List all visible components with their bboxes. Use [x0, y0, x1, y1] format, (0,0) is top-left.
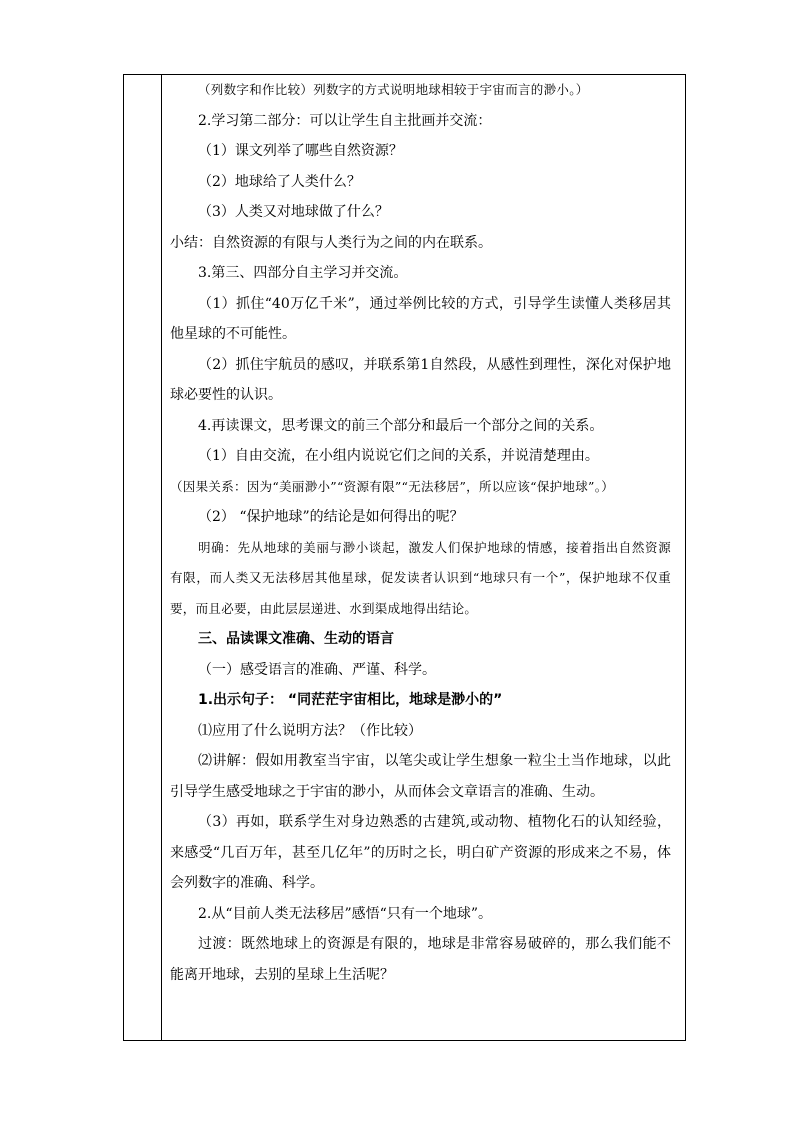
- section-3-heading: 三、品读课文准确、生动的语言: [198, 631, 394, 647]
- analysis-2: ⑵讲解：假如用教室当宇宙，以笔尖或让学生想象一粒尘土当作地球，以此引导学生感受地球之于宇宙的渺小，从而体会文章语言的准确、生动。: [170, 753, 671, 800]
- step-2-heading: 2.学习第二部分：可以让学生自主批画并交流：: [198, 112, 492, 129]
- analysis-1: ⑴应用了什么说明方法？（作比较）: [198, 722, 422, 739]
- step-4-item-2: （2） “保护地球”的结论是如何得出的呢？: [198, 509, 464, 525]
- question-1: （1）课文列举了哪些自然资源？: [198, 143, 403, 159]
- table-content-cell: [162, 75, 685, 1040]
- note-clarify: 明确：先从地球的美丽与渺小谈起，激发人们保护地球的情感，接着指出自然资源有限，而人类又无法移居其他星球，促发读者认识到“地球只有一个”，保护地球不仅重要，而且必要，由此层层递进、水到渠成地得出结论。: [170, 539, 671, 616]
- question-2: （2）地球给了人类什么？: [198, 173, 361, 190]
- note-causal: （因果关系：因为“美丽渺小”“资源有限”“无法移居”，所以应该“保护地球”。）: [170, 478, 615, 494]
- summary: 小结：自然资源的有限与人类行为之间的内在联系。: [170, 234, 492, 251]
- step-3-heading: 3.第三、四部分自主学习并交流。: [198, 265, 408, 281]
- lesson-table: [123, 74, 686, 1041]
- note-comparison: （列数字和作比较）列数字的方式说明地球相较于宇宙而言的渺小。）: [198, 82, 589, 97]
- transition: 过渡：既然地球上的资源是有限的，地球是非常容易破碎的，那么我们能不能离开地球，去别的星球上生活呢？: [170, 936, 671, 983]
- question-3: （3）人类又对地球做了什么？: [198, 204, 389, 220]
- step-4-item-1: （1）自由交流，在小组内说说它们之间的关系，并说清楚理由。: [198, 448, 599, 464]
- table-left-column: [124, 75, 162, 1040]
- subsection-1-heading: （一）感受语言的准确、严谨、科学。: [198, 661, 436, 678]
- step-2-perception: 2.从“目前人类无法移居”感悟“只有一个地球”。: [198, 905, 492, 922]
- step-3-item-1: （1）抓住“40万亿千米”，通过举例比较的方式，引导学生读懂人类移居其他星球的不可能性。: [170, 295, 671, 342]
- step-3-item-2: （2）抓住宇航员的感叹，并联系第1自然段，从感性到理性，深化对保护地球必要性的认识。: [170, 356, 671, 403]
- step-4-heading: 4.再读课文，思考课文的前三个部分和最后一个部分之间的关系。: [198, 417, 604, 434]
- example-sentence: 1.出示句子： “同茫茫宇宙相比，地球是渺小的”: [198, 692, 503, 708]
- analysis-3: （3）再如，联系学生对身边熟悉的古建筑,或动物、植物化石的认知经验，来感受“几百万年，甚至几亿年”的历时之长，明白矿产资源的形成来之不易，体会列数字的准确、科学。: [170, 814, 671, 891]
